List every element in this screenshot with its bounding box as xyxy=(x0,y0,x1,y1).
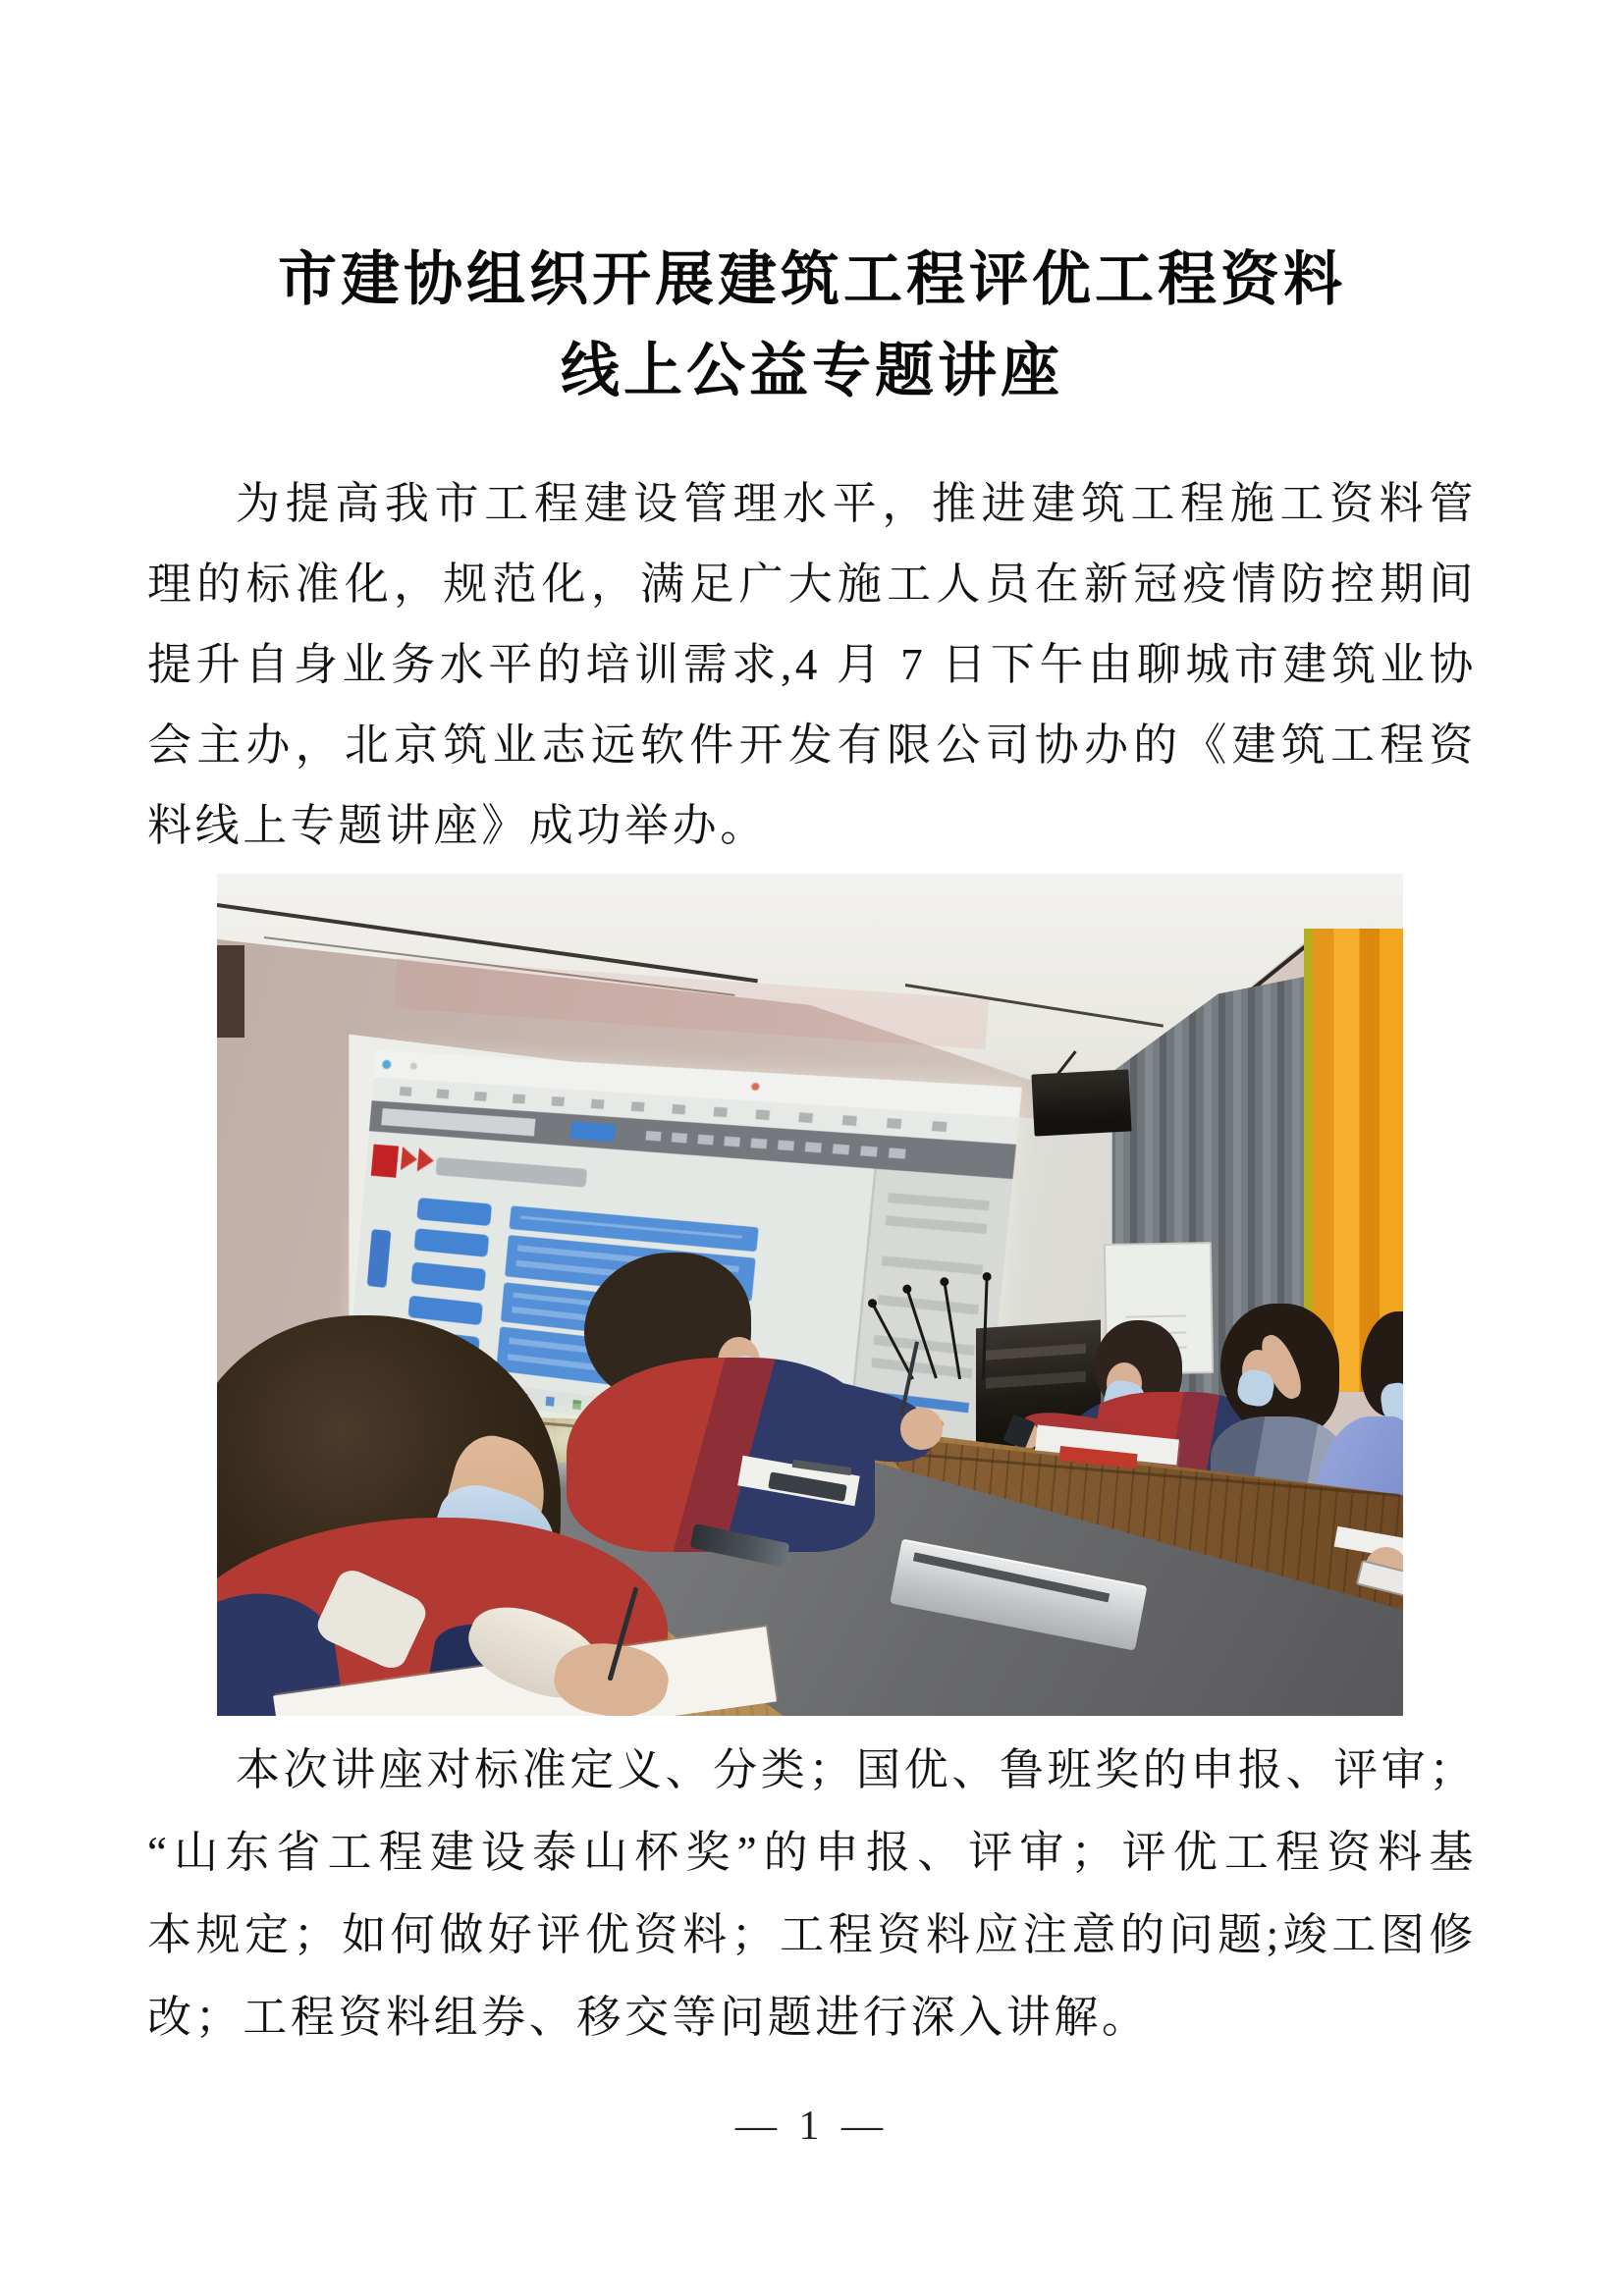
paragraph-2 xyxy=(147,1729,1477,2058)
attendee-left-2-hand xyxy=(900,1408,943,1450)
page-title-line2: 线上公益专题讲座 xyxy=(561,339,1063,403)
paragraph-1-line: 提升自身业务水平的培训需求,4 月 7 日下午由聊城市建筑业协 xyxy=(147,640,1477,689)
chevron-icon xyxy=(401,1147,418,1171)
slide-label-box xyxy=(411,1262,487,1292)
header-text-chip xyxy=(381,1108,535,1136)
slide-label-box xyxy=(417,1198,493,1226)
paragraph-2-line: “山东省工程建设泰山杯奖”的申报、评审；评优工程资料基 xyxy=(147,1828,1477,1877)
slide-number-tag xyxy=(371,1145,400,1177)
slide-label-box xyxy=(414,1229,490,1258)
paragraph-1 xyxy=(147,463,1477,866)
paragraph-1-line: 会主办，北京筑业志远软件开发有限公司协办的《建筑工程资 xyxy=(147,721,1477,770)
page-title-line1: 市建协组织开展建筑工程评优工程资料 xyxy=(278,247,1346,312)
slide-vertical-label xyxy=(367,1230,392,1288)
paragraph-1-line: 料线上专题讲座》成功举办。 xyxy=(147,801,768,850)
wall-speaker xyxy=(1032,1070,1132,1138)
header-button-chip xyxy=(570,1122,616,1143)
page-title xyxy=(0,235,1624,417)
page-number: — 1 — xyxy=(735,2104,889,2149)
paragraph-2-line: 改；工程资料组券、移交等问题进行深入讲解。 xyxy=(147,1993,1150,2042)
paragraph-2-line: 本规定；如何做好评优资料；工程资料应注意的问题;竣工图修 xyxy=(147,1910,1477,1959)
wall-corner-object xyxy=(217,945,244,1038)
paragraph-1-line: 为提高我市工程建设管理水平，推进建筑工程施工资料管 xyxy=(236,479,1477,528)
meeting-photo xyxy=(217,874,1403,1716)
paragraph-2-line: 本次讲座对标准定义、分类；国优、鲁班奖的申报、评审； xyxy=(236,1745,1477,1794)
paragraph-1-line: 理的标准化，规范化，满足广大施工人员在新冠疫情防控期间 xyxy=(147,560,1477,609)
chevron-icon xyxy=(417,1148,435,1174)
slide-heading-blur xyxy=(435,1157,587,1188)
